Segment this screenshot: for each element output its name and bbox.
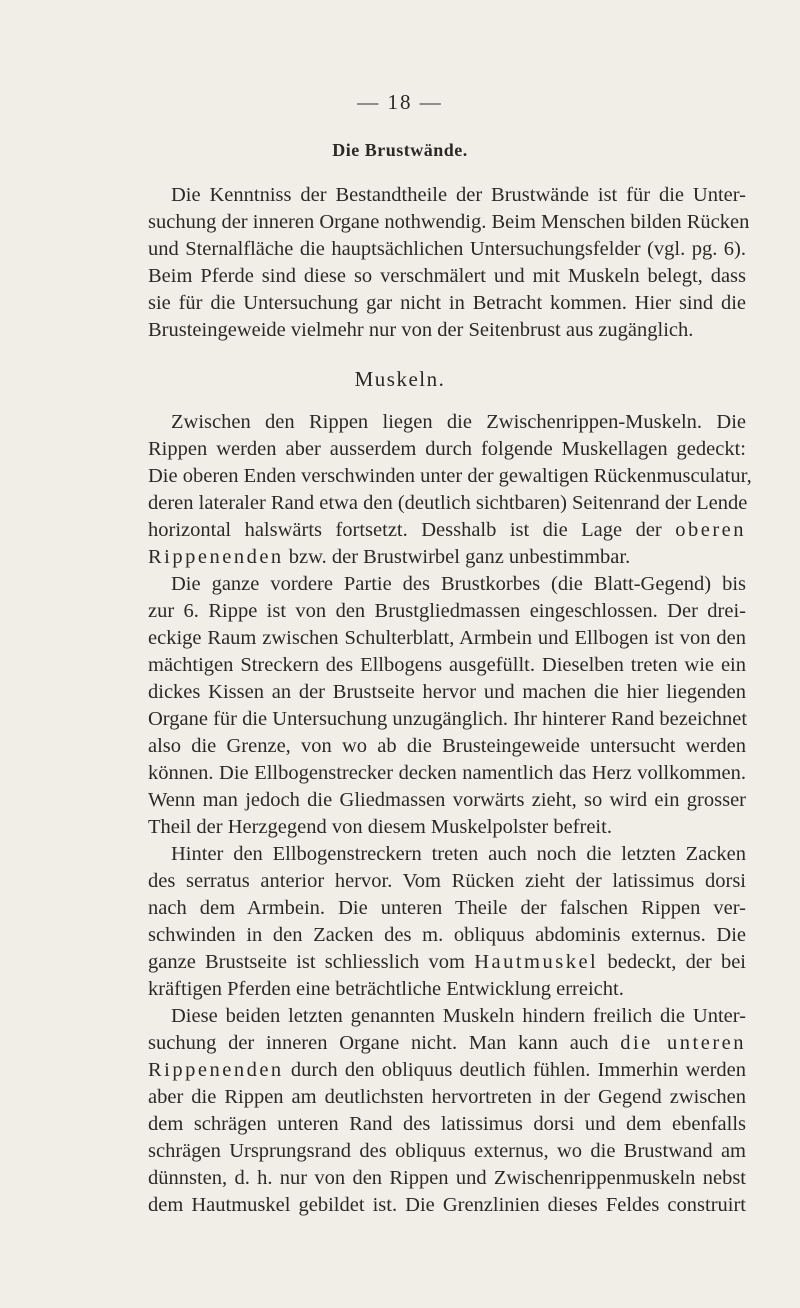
emphasized-term: Hautmuskel <box>474 951 599 973</box>
text-line: Brusteingeweide vielmehr nur von der Seitenbrust aus zugänglich. <box>148 319 694 341</box>
text-line <box>148 517 746 544</box>
text-line: Beim Pferde sind diese so verschmälert und mit Muskeln belegt, dass <box>148 265 746 287</box>
text-line: dem Hautmuskel gebildet ist. Die Grenzlinien dieses Feldes construirt <box>148 1194 746 1216</box>
text-segment: suchung der inneren Organe nicht. Man kann auch <box>148 1032 609 1054</box>
text-line <box>148 1057 746 1084</box>
text-line: eckige Raum zwischen Schulterblatt, Armbein und Ellbogen ist von den <box>148 627 746 649</box>
text-line: Zwischen den Rippen liegen die Zwischenrippen-Muskeln. Die <box>171 411 746 433</box>
subheading-muskeln: Muskeln. <box>354 367 446 391</box>
text-line: des serratus anterior hervor. Vom Rücken zieht der latissimus dorsi <box>148 870 746 892</box>
text-line: Die oberen Enden verschwinden unter der gewaltigen Rückenmusculatur, <box>148 465 752 487</box>
text-line: kräftigen Pferden eine beträchtliche Entwicklung erreicht. <box>148 978 624 1000</box>
text-line: schrägen Ursprungsrand des obliquus externus, wo die Brustwand am <box>148 1140 746 1162</box>
text-line: Theil der Herzgegend von diesem Muskelpolster befreit. <box>148 816 612 838</box>
text-line <box>148 949 746 976</box>
text-line: Organe für die Untersuchung unzugänglich. Ihr hinterer Rand bezeichnet <box>148 708 748 730</box>
text-segment: bedeckt, der bei <box>607 951 746 973</box>
text-line: aber die Rippen am deutlichsten hervortreten in der Gegend zwischen <box>148 1086 746 1108</box>
section-heading: Die Brustwände. <box>332 140 468 160</box>
text-line: suchung der inneren Organe nothwendig. Beim Menschen bilden Rücken <box>148 211 750 233</box>
text-line <box>148 544 746 571</box>
text-line: können. Die Ellbogenstrecker decken namentlich das Herz vollkommen. <box>148 762 746 784</box>
text-line: und Sternalfläche die hauptsächlichen Untersuchungsfelder (vgl. pg. 6). <box>148 238 746 260</box>
text-line: mächtigen Streckern des Ellbogens ausgefüllt. Dieselben treten wie ein <box>148 654 746 676</box>
text-line: zur 6. Rippe ist von den Brustgliedmassen eingeschlossen. Der drei- <box>148 600 746 622</box>
text-line: Hinter den Ellbogenstreckern treten auch noch die letzten Zacken <box>171 843 746 865</box>
text-line: nach dem Armbein. Die unteren Theile der falschen Rippen ver- <box>148 897 746 919</box>
emphasized-term: Rippenenden <box>148 546 284 568</box>
text-line: Die Kenntniss der Bestandtheile der Brustwände ist für die Unter- <box>171 184 746 206</box>
text-line: Die ganze vordere Partie des Brustkorbes (die Blatt-Gegend) bis <box>171 573 746 595</box>
text-line: deren lateraler Rand etwa den (deutlich sichtbaren) Seitenrand der Lende <box>148 492 748 514</box>
text-segment: bzw. der Brustwirbel ganz unbestimmbar. <box>288 546 631 568</box>
emphasized-term: Rippenenden <box>148 1059 284 1081</box>
text-line: also die Grenze, von wo ab die Brusteingeweide untersucht werden <box>148 735 746 757</box>
text-segment: horizontal halswärts fortsetzt. Desshalb ist die Lage der <box>148 519 662 541</box>
emphasized-term: die unteren <box>620 1032 747 1054</box>
text-line: Diese beiden letzten genannten Muskeln hindern freilich die Unter- <box>171 1005 746 1027</box>
text-line: Wenn man jedoch die Gliedmassen vorwärts zieht, so wird ein grosser <box>148 789 746 811</box>
text-line <box>148 1030 746 1057</box>
text-line: Rippen werden aber ausserdem durch folgende Muskellagen gedeckt: <box>148 438 746 460</box>
text-line: dickes Kissen an der Brustseite hervor und machen die hier liegenden <box>148 681 746 703</box>
page-number: — 18 — <box>357 90 443 114</box>
text-line: sie für die Untersuchung gar nicht in Betracht kommen. Hier sind die <box>148 292 746 314</box>
text-segment: ganze Brustseite ist schliesslich vom <box>148 951 465 973</box>
text-line: dem schrägen unteren Rand des latissimus dorsi und dem ebenfalls <box>148 1113 746 1135</box>
emphasized-term: oberen <box>675 519 747 541</box>
text-line: dünnsten, d. h. nur von den Rippen und Zwischenrippenmuskeln nebst <box>148 1167 746 1189</box>
text-line: schwinden in den Zacken des m. obliquus abdominis externus. Die <box>148 924 746 946</box>
text-segment: durch den obliquus deutlich fühlen. Immerhin werden <box>290 1059 747 1081</box>
